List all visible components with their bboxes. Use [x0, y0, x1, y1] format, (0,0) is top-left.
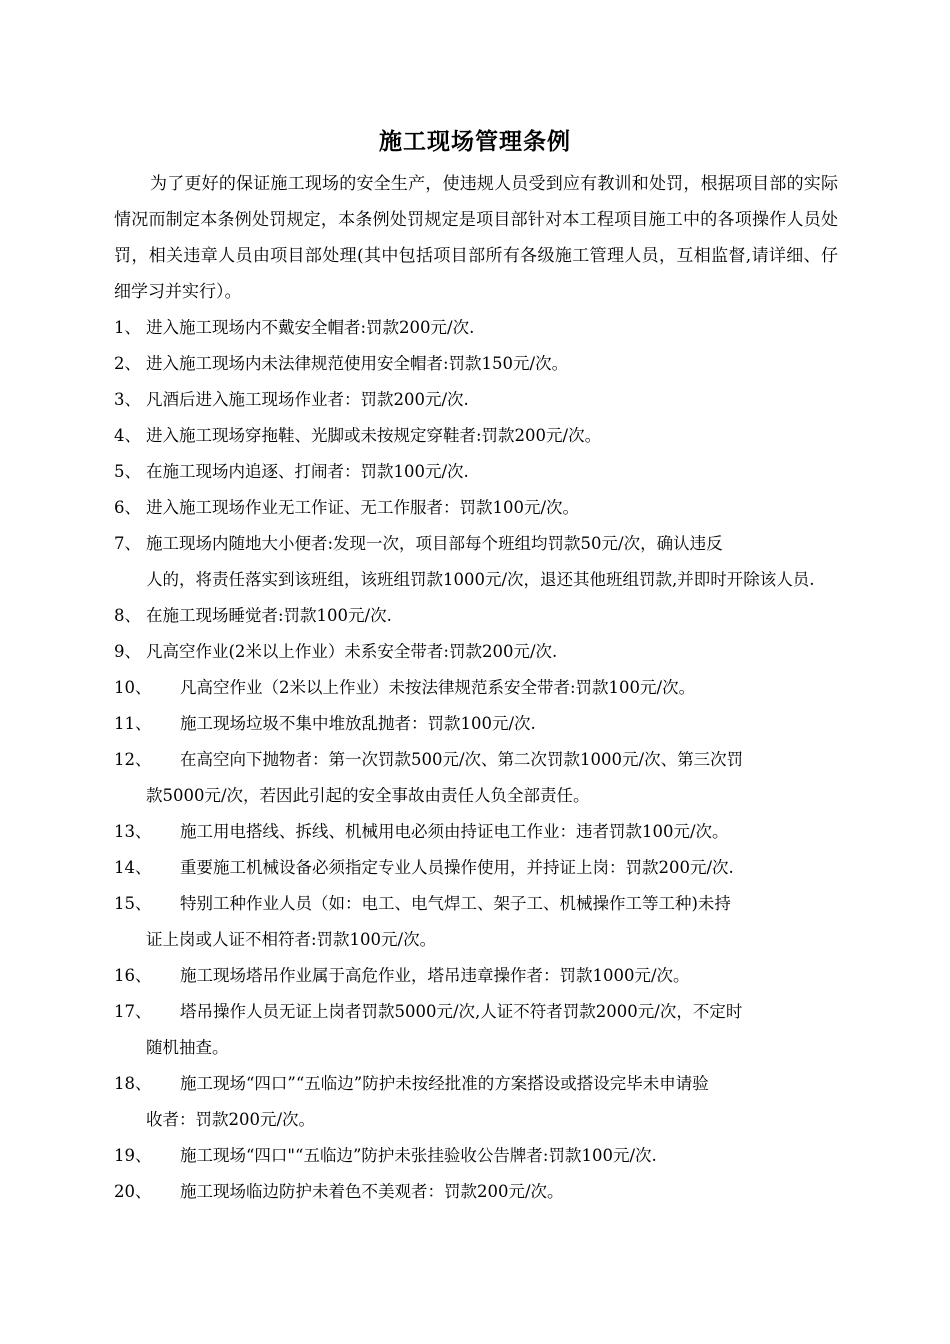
rule-text: 凡高空作业(2米以上作业）未系安全带者:罚款200元/次.: [146, 642, 558, 661]
rule-item: [114, 706, 838, 742]
rule-text: 施工现场内随地大小便者:发现一次，项目部每个班组均罚款50元/次，确认违反: [146, 534, 723, 553]
rule-item: [114, 670, 838, 706]
rule-text: 在施工现场睡觉者:罚款100元/次.: [146, 606, 392, 625]
rule-text: 进入施工现场内不戴安全帽者:罚款200元/次.: [146, 318, 475, 337]
rule-item: [114, 1174, 838, 1210]
rule-item: [114, 526, 838, 598]
rule-text: 施工现场塔吊作业属于高危作业，塔吊违章操作者：罚款1000元/次。: [180, 966, 690, 985]
rule-item: [114, 310, 838, 346]
rule-number: 13、: [114, 822, 152, 841]
document-title: 施工现场管理条例: [379, 128, 571, 155]
rule-text: 施工现场垃圾不集中堆放乱抛者：罚款100元/次.: [180, 714, 536, 733]
rule-number: 5、: [114, 462, 141, 481]
rule-text: 重要施工机械设备必须指定专业人员操作使用，并持证上岗：罚款200元/次.: [180, 858, 734, 877]
rule-text-continued: 人的，将责任落实到该班组，该班组罚款1000元/次，退还其他班组罚款,并即时开除该人员.: [146, 570, 815, 589]
rule-text-continued: 收者：罚款200元/次。: [146, 1110, 316, 1129]
rule-item: [114, 1066, 838, 1138]
rule-number: 20、: [114, 1182, 152, 1201]
rule-text-continued: 随机抽查。: [146, 1038, 229, 1057]
rule-number: 11、: [114, 714, 152, 733]
rule-number: 9、: [114, 642, 141, 661]
rule-text: 进入施工现场作业无工作证、无工作服者：罚款100元/次。: [146, 498, 580, 517]
rule-item: [114, 994, 838, 1066]
rule-text: 施工现场“四口”“五临边”防护未按经批准的方案搭设或搭设完毕未申请验: [180, 1074, 709, 1093]
rule-text-continued: 证上岗或人证不相符者:罚款100元/次。: [146, 930, 437, 949]
rule-text: 施工现场临边防护未着色不美观者：罚款200元/次。: [180, 1182, 564, 1201]
intro-paragraph: 为了更好的保证施工现场的安全生产，使违规人员受到应有教训和处罚，根据项目部的实际情况而制定本条例处罚规定，本条例处罚规定是项目部针对本工程项目施工中的各项操作人员处罚，相关违章人员由项目部处理(其中包括项目部所有各级施工管理人员，互相监督,请详细、仔细学习并实行）。: [114, 174, 838, 302]
rule-item: [114, 634, 838, 670]
rule-item: [114, 1138, 838, 1174]
rule-number: 4、: [114, 426, 141, 445]
rule-item: [114, 454, 838, 490]
rule-text: 凡酒后进入施工现场作业者：罚款200元/次.: [146, 390, 469, 409]
rule-number: 18、: [114, 1074, 152, 1093]
rule-text-continued: 款5000元/次，若因此引起的安全事故由责任人负全部责任。: [146, 786, 590, 805]
rule-item: [114, 598, 838, 634]
rule-number: 16、: [114, 966, 152, 985]
rule-number: 15、: [114, 894, 152, 913]
rule-text: 进入施工现场内未法律规范使用安全帽者:罚款150元/次。: [146, 354, 569, 373]
rule-text: 特别工种作业人员（如：电工、电气焊工、架子工、机械操作工等工种)未持: [180, 894, 731, 913]
rule-item: [114, 850, 838, 886]
rule-item: [114, 490, 838, 526]
rule-item: [114, 346, 838, 382]
rule-number: 10、: [114, 678, 152, 697]
rule-number: 12、: [114, 750, 152, 769]
rule-item: [114, 382, 838, 418]
rules-list: [114, 310, 838, 1210]
rule-number: 7、: [114, 534, 141, 553]
rule-text: 在高空向下抛物者：第一次罚款500元/次、第二次罚款1000元/次、第三次罚: [180, 750, 744, 769]
rule-text: 塔吊操作人员无证上岗者罚款5000元/次,人证不符者罚款2000元/次，不定时: [180, 1002, 743, 1021]
rule-item: [114, 814, 838, 850]
rule-number: 2、: [114, 354, 141, 373]
rule-text: 施工现场“四口"“五临边”防护未张挂验收公告牌者:罚款100元/次.: [180, 1146, 657, 1165]
rule-number: 3、: [114, 390, 141, 409]
rule-text: 凡高空作业（2米以上作业）未按法律规范系安全带者:罚款100元/次。: [180, 678, 696, 697]
rule-number: 17、: [114, 1002, 152, 1021]
rule-item: [114, 958, 838, 994]
rule-item: [114, 886, 838, 958]
rule-number: 6、: [114, 498, 141, 517]
rule-number: 8、: [114, 606, 141, 625]
rule-number: 14、: [114, 858, 152, 877]
rule-number: 19、: [114, 1146, 152, 1165]
rule-item: [114, 418, 838, 454]
rule-text: 在施工现场内追逐、打闹者：罚款100元/次.: [146, 462, 469, 481]
rule-item: [114, 742, 838, 814]
rule-text: 施工用电搭线、拆线、机械用电必须由持证电工作业：违者罚款100元/次。: [180, 822, 729, 841]
rule-number: 1、: [114, 318, 141, 337]
rule-text: 进入施工现场穿拖鞋、光脚或未按规定穿鞋者:罚款200元/次。: [146, 426, 602, 445]
